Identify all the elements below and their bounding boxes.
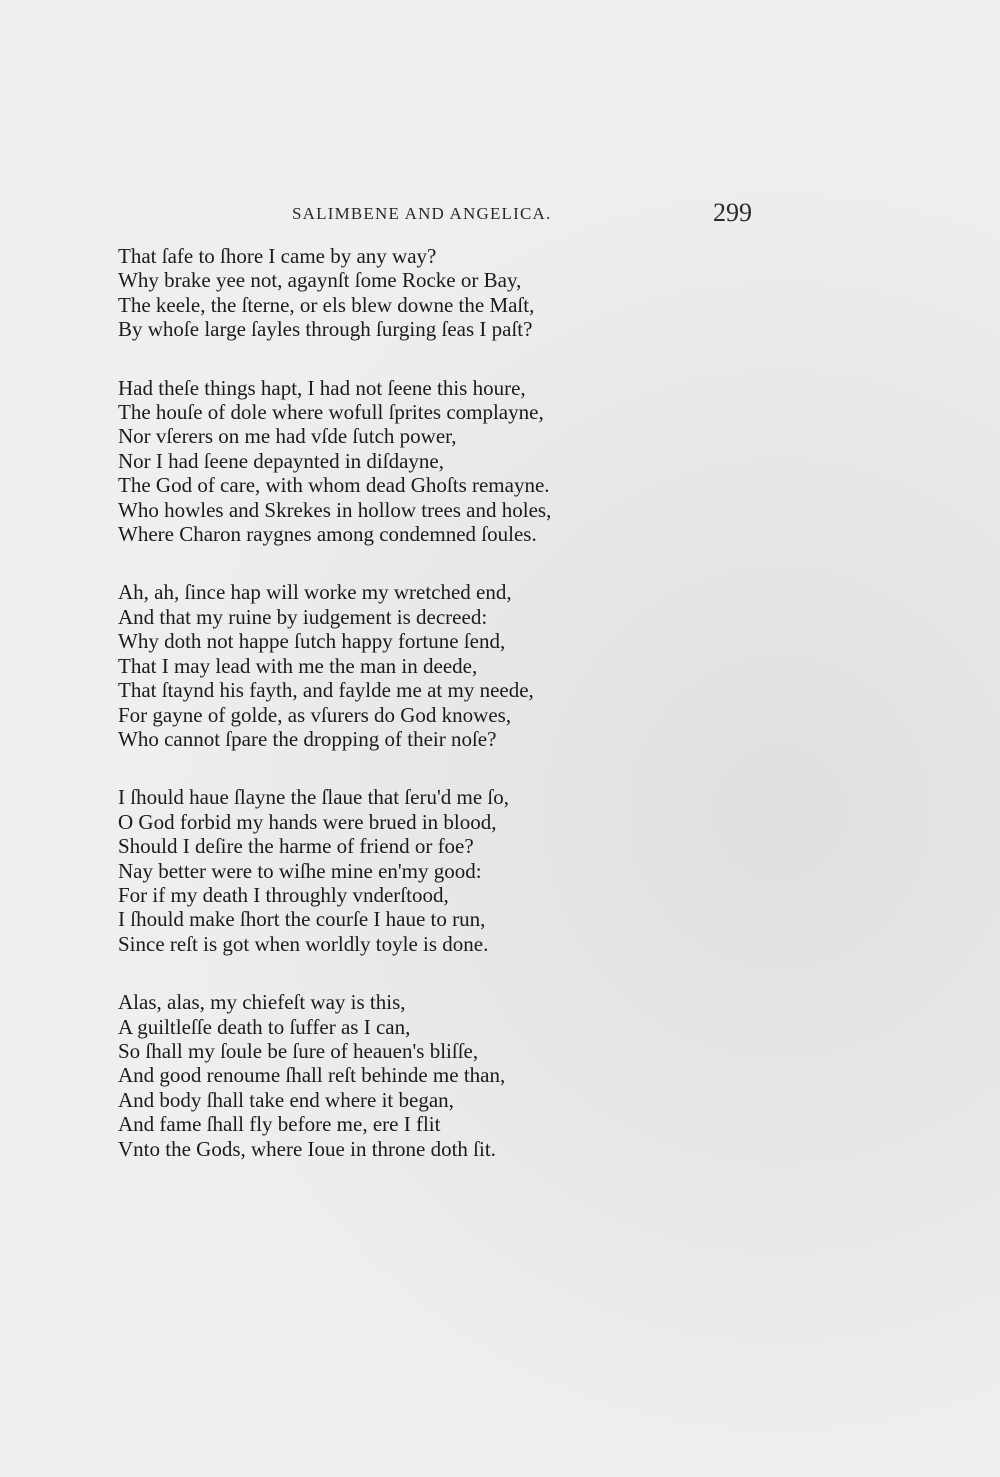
running-title: SALIMBENE AND ANGELICA.	[292, 204, 552, 223]
verse-line: Vnto the Gods, where Ioue in throne doth ſit.	[118, 1136, 496, 1161]
verse-line: Why doth not happe ſutch happy fortune ſend,	[118, 629, 506, 654]
verse-line: Alas, alas, my chiefeſt way is this,	[118, 990, 406, 1015]
verse-line: So ſhall my ſoule be ſure of heauen's bliſſe,	[118, 1038, 479, 1063]
stanza	[118, 376, 678, 547]
verse-line: Who cannot ſpare the dropping of their noſe?	[118, 726, 497, 751]
verse-line: That ſafe to ſhore I came by any way?	[118, 244, 437, 268]
poem-body	[118, 244, 678, 1195]
verse-line: O God forbid my hands were brued in blood,	[118, 809, 497, 834]
verse-line: Why brake yee not, agaynſt ſome Rocke or Bay,	[118, 268, 522, 293]
page-number: 299	[713, 198, 752, 227]
verse-line: Since reſt is got when worldly toyle is done.	[118, 931, 489, 956]
verse-line: Ah, ah, ſince hap will worke my wretched end,	[118, 580, 512, 605]
verse-line: Had theſe things hapt, I had not ſeene this houre,	[118, 375, 526, 400]
verse-line: And body ſhall take end where it began,	[118, 1087, 454, 1112]
verse-line: For gayne of golde, as vſurers do God knowes,	[118, 702, 512, 727]
verse-line: I ſhould haue ſlayne the ſlaue that ſeru'd me ſo,	[118, 785, 509, 810]
verse-line: Should I deſire the harme of friend or foe?	[118, 834, 474, 859]
verse-line: Nor I had ſeene depaynted in diſdayne,	[118, 448, 444, 473]
verse-line: The God of care, with whom dead Ghoſts remayne.	[118, 473, 550, 498]
verse-line: The houſe of dole where wofull ſprites complayne,	[118, 400, 544, 425]
verse-line: And fame ſhall fly before me, ere I flit	[118, 1112, 441, 1137]
verse-line: Who howles and Skrekes in hollow trees and holes,	[118, 497, 552, 522]
stanza	[118, 244, 678, 342]
stanza	[118, 580, 678, 751]
verse-line: I ſhould make ſhort the courſe I haue to run,	[118, 907, 486, 932]
verse-line: A guiltleſſe death to ſuffer as I can,	[118, 1014, 411, 1039]
verse-line: Where Charon raygnes among condemned ſoules.	[118, 522, 537, 547]
verse-line: Nor vſerers on me had vſde ſutch power,	[118, 424, 457, 449]
stanza	[118, 785, 678, 956]
verse-line: The keele, the ſterne, or els blew downe the Maſt,	[118, 292, 535, 317]
verse-line: For if my death I throughly vnderſtood,	[118, 882, 449, 907]
verse-line: And good renoume ſhall reſt behinde me than,	[118, 1063, 506, 1088]
verse-line: That ſtaynd his fayth, and faylde me at my neede,	[118, 678, 534, 703]
verse-line: By whoſe large ſayles through ſurging ſeas I paſt?	[118, 317, 533, 342]
running-head	[120, 198, 760, 234]
stanza	[118, 990, 678, 1161]
verse-line: That I may lead with me the man in deede,	[118, 653, 478, 678]
verse-line: And that my ruine by iudgement is decreed:	[118, 604, 488, 629]
verse-line: Nay better were to wiſhe mine en'my good:	[118, 858, 482, 883]
